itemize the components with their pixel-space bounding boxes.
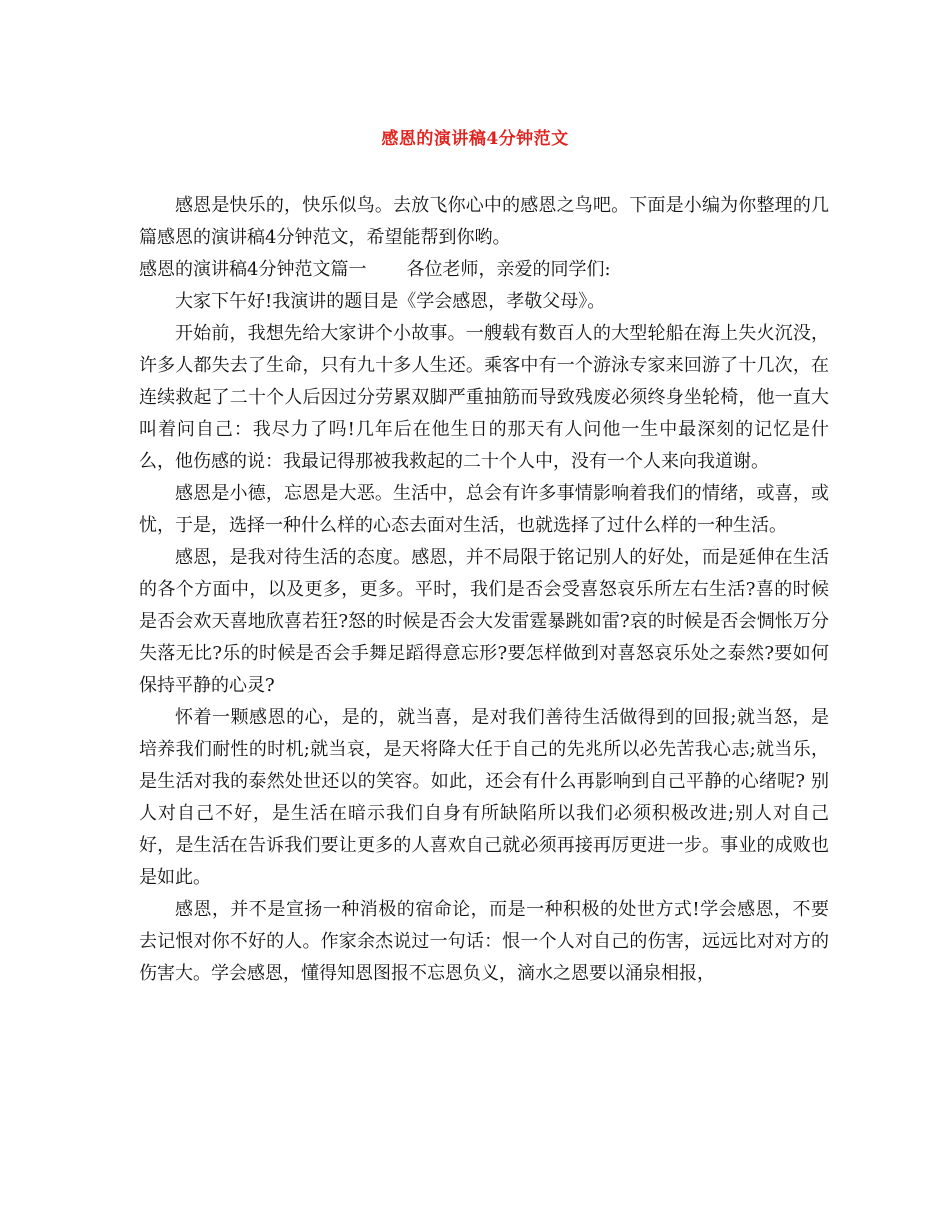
document-body bbox=[139, 190, 829, 990]
document-title: 感恩的演讲稿4分钟范文 bbox=[381, 129, 569, 149]
section-heading-line bbox=[139, 254, 829, 286]
body-paragraph: 开始前，我想先给大家讲个小故事。一艘载有数百人的大型轮船在海上失火沉没，许多人都失去了生命，只有九十多人生还。乘客中有一个游泳专家来回游了十几次，在连续救起了二十个人后因过分劳累双脚严重抽筋而导致残废必须终身坐轮椅，他一直大叫着问自己：我尽力了吗!几年后在他生日的那天有人问他一生中最深刻的记忆是什么，他伤感的说：我最记得那被我救起的二十个人中，没有一个人来向我道谢。 bbox=[139, 323, 829, 472]
body-paragraph: 感恩是小德，忘恩是大恶。生活中，总会有许多事情影响着我们的情绪，或喜，或忧，于是，选择一种什么样的心态去面对生活，也就选择了过什么样的一种生活。 bbox=[139, 483, 829, 536]
salutation: 各位老师，亲爱的同学们: bbox=[406, 259, 611, 280]
section-heading: 感恩的演讲稿4分钟范文篇一 bbox=[139, 259, 367, 280]
intro-paragraph: 感恩是快乐的，快乐似鸟。去放飞你心中的感恩之鸟吧。下面是小编为你整理的几篇感恩的演讲稿4分钟范文，希望能帮到你哟。 bbox=[139, 195, 829, 248]
body-paragraph: 大家下午好!我演讲的题目是《学会感恩，孝敬父母》。 bbox=[175, 291, 606, 312]
body-paragraph: 感恩，并不是宣扬一种消极的宿命论，而是一种积极的处世方式!学会感恩，不要去记恨对你不好的人。作家余杰说过一句话：恨一个人对自己的伤害，远远比对对方的伤害大。学会感恩，懂得知恩图报不忘恩负义，滴水之恩要以涌泉相报， bbox=[139, 899, 829, 984]
body-paragraph: 怀着一颗感恩的心，是的，就当喜，是对我们善待生活做得到的回报;就当怒，是培养我们耐性的时机;就当哀，是天将降大任于自己的先兆所以必先苦我心志;就当乐，是生活对我的泰然处世还以的笑容。如此，还会有什么再影响到自己平静的心绪呢? 别人对自己不好，是生活在暗示我们自身有所缺陷所以我们必须积极改进;别人对自己好，是生活在告诉我们要让更多的人喜欢自己就必须再接再厉更进一步。事业的成败也是如此。 bbox=[139, 707, 829, 888]
body-paragraph: 感恩，是我对待生活的态度。感恩，并不局限于铭记别人的好处，而是延伸在生活的各个方面中，以及更多，更多。平时，我们是否会受喜怒哀乐所左右生活?喜的时候是否会欢天喜地欣喜若狂?怒的时候是否会大发雷霆暴跳如雷?哀的时候是否会惆怅万分失落无比?乐的时候是否会手舞足蹈得意忘形?要怎样做到对喜怒哀乐处之泰然?要如何保持平静的心灵? bbox=[139, 547, 829, 696]
